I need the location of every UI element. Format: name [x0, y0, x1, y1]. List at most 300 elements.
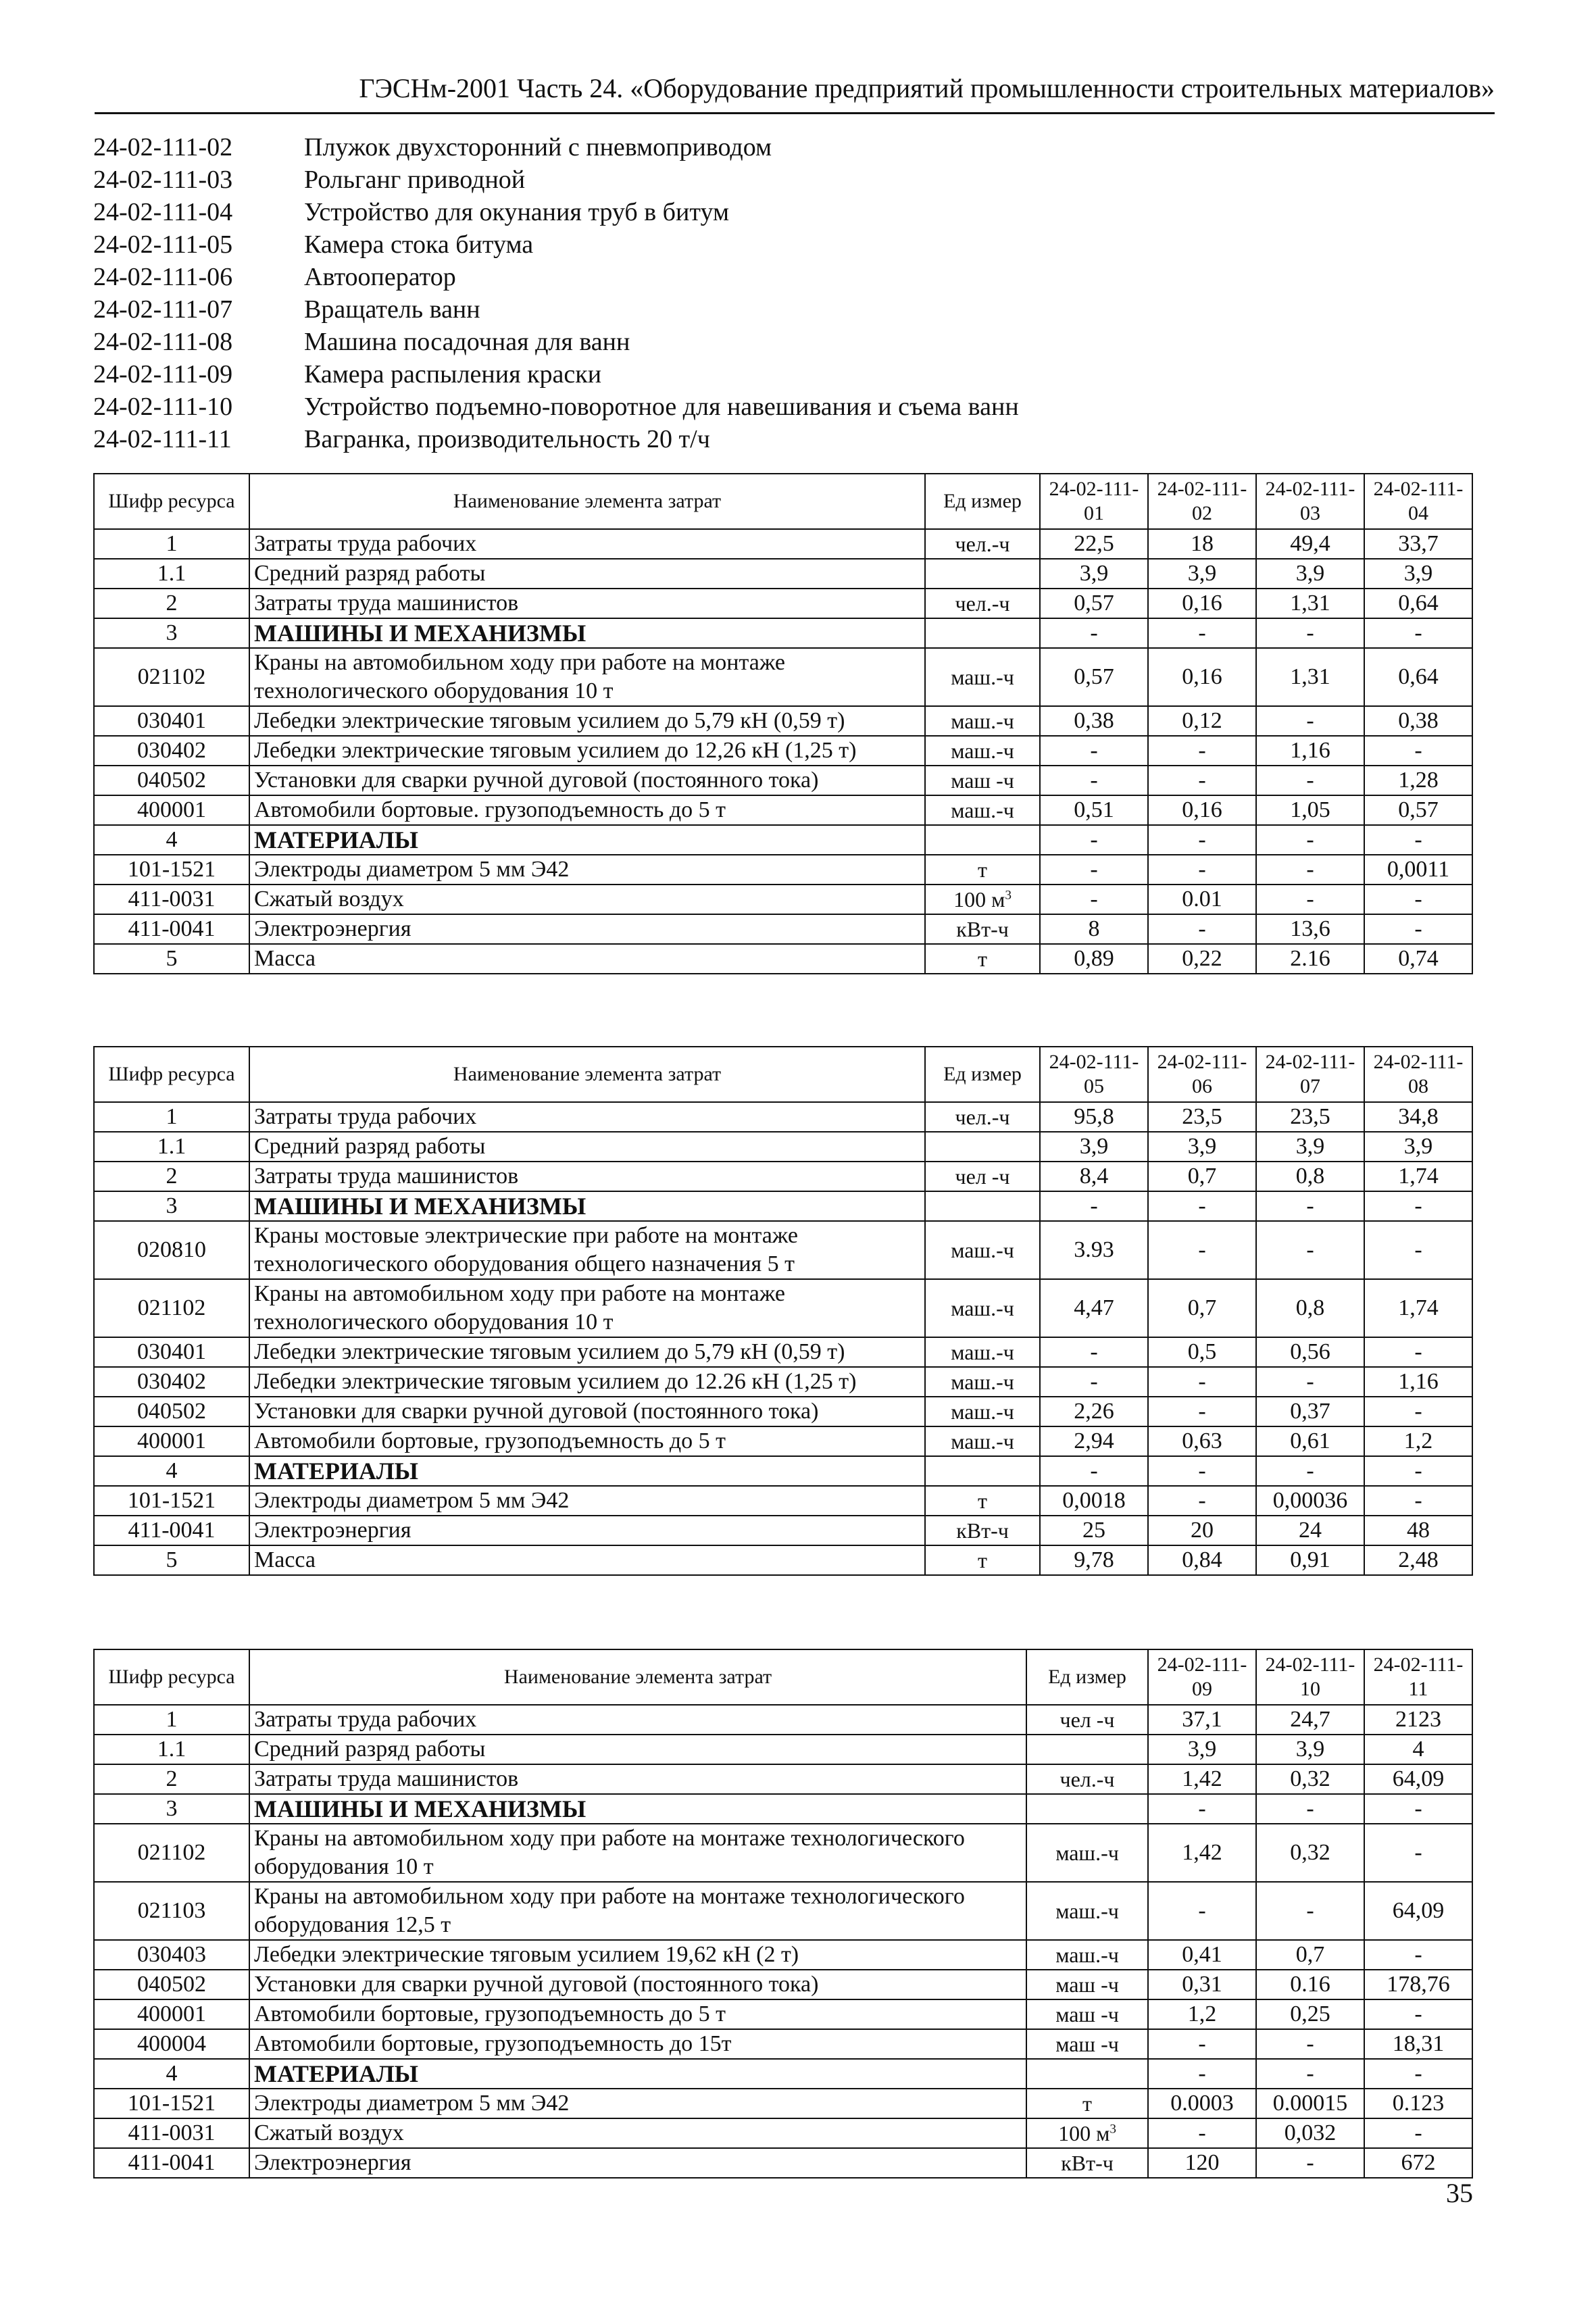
resource-unit	[925, 648, 1040, 706]
resource-unit	[925, 1102, 1040, 1132]
header-unit: Ед измер	[1026, 1649, 1148, 1705]
work-item-code: 24-02-111-09	[93, 360, 233, 389]
resource-value: 0,25	[1256, 1999, 1364, 2029]
unit-text: 100 м	[1058, 2121, 1110, 2145]
resource-value: 1,74	[1364, 1279, 1472, 1337]
resource-unit	[925, 1486, 1040, 1516]
work-item	[93, 261, 1019, 293]
resource-value: 3,9	[1364, 559, 1472, 589]
resource-value: 3,9	[1148, 559, 1256, 589]
unit-text: маш -ч	[1055, 1972, 1119, 1997]
resource-code: 030402	[94, 736, 249, 766]
resource-value: 0,16	[1148, 648, 1256, 706]
resource-value: -	[1364, 1221, 1472, 1279]
resource-value: -	[1040, 1367, 1148, 1397]
resource-value: 23,5	[1256, 1102, 1364, 1132]
resource-value: 1,2	[1148, 1999, 1256, 2029]
table-header-row	[94, 474, 1472, 529]
resource-value: -	[1148, 1486, 1256, 1516]
resource-unit	[1026, 1764, 1148, 1794]
resource-code: 5	[94, 944, 249, 974]
header-column-code: 24-02-111-06	[1148, 1047, 1256, 1102]
resource-value: -	[1256, 1882, 1364, 1940]
resource-value: 0,89	[1040, 944, 1148, 974]
table-row	[94, 1764, 1472, 1794]
unit-text: маш.-ч	[1055, 1841, 1119, 1865]
header-column-code: 24-02-111-09	[1148, 1649, 1256, 1705]
resource-value: 3,9	[1256, 1735, 1364, 1764]
resource-value: -	[1148, 1221, 1256, 1279]
work-items-list	[93, 131, 1019, 455]
resource-code: 040502	[94, 1397, 249, 1426]
resource-value: -	[1040, 618, 1148, 648]
resource-code: 411-0041	[94, 1516, 249, 1545]
resource-value: 0,32	[1256, 1824, 1364, 1882]
table-row	[94, 1735, 1472, 1764]
resource-value: 3,9	[1148, 1132, 1256, 1162]
resource-value: 0,57	[1364, 795, 1472, 825]
table-row	[94, 1456, 1472, 1486]
table-row	[94, 736, 1472, 766]
resource-value: -	[1364, 825, 1472, 855]
resource-value: 3,9	[1148, 1735, 1256, 1764]
resource-value: 0.01	[1148, 885, 1256, 914]
resource-value: -	[1040, 1456, 1148, 1486]
resource-table-1	[93, 473, 1473, 974]
resource-value: 0.0003	[1148, 2089, 1256, 2118]
resource-unit	[1026, 2089, 1148, 2118]
table-row	[94, 2029, 1472, 2059]
resource-value: 64,09	[1364, 1764, 1472, 1794]
header-code: Шифр ресурса	[94, 1649, 249, 1705]
resource-unit	[925, 795, 1040, 825]
work-item-code: 24-02-111-04	[93, 198, 233, 226]
table-row	[94, 1162, 1472, 1191]
resource-value: 64,09	[1364, 1882, 1472, 1940]
resource-value: 18	[1148, 529, 1256, 559]
work-item-code: 24-02-111-05	[93, 230, 233, 259]
resource-name: Краны на автомобильном ходу при работе на монтаже технологического оборудования 10 т	[249, 1279, 925, 1337]
work-item-name: Машина посадочная для ванн	[304, 328, 630, 356]
resource-unit	[925, 944, 1040, 974]
resource-name: Сжатый воздух	[249, 2118, 1026, 2148]
resource-value: 4	[1364, 1735, 1472, 1764]
work-item-code: 24-02-111-11	[93, 425, 232, 453]
resource-value: 0,74	[1364, 944, 1472, 974]
resource-name: Лебедки электрические тяговым усилием 19,62 кН (2 т)	[249, 1940, 1026, 1970]
header-name: Наименование элемента затрат	[249, 1047, 925, 1102]
resource-unit	[1026, 1970, 1148, 1999]
resource-code: 3	[94, 1794, 249, 1824]
resource-value: 0,16	[1148, 795, 1256, 825]
unit-text: чел.-ч	[955, 591, 1010, 616]
resource-name: МАТЕРИАЛЫ	[249, 1456, 925, 1486]
resource-unit	[925, 855, 1040, 885]
resource-code: 020810	[94, 1221, 249, 1279]
resource-value: -	[1256, 1367, 1364, 1397]
resource-value: -	[1040, 885, 1148, 914]
table-row	[94, 1426, 1472, 1456]
resource-name: Краны на автомобильном ходу при работе на монтаже технологического оборудования 12,5 т	[249, 1882, 1026, 1940]
resource-value: -	[1364, 2059, 1472, 2089]
table-row	[94, 795, 1472, 825]
resource-value: 49,4	[1256, 529, 1364, 559]
table-row	[94, 618, 1472, 648]
resource-code: 040502	[94, 1970, 249, 1999]
resource-name: МАШИНЫ И МЕХАНИЗМЫ	[249, 618, 925, 648]
resource-value: -	[1040, 1337, 1148, 1367]
header-name: Наименование элемента затрат	[249, 1649, 1026, 1705]
resource-value: 0,22	[1148, 944, 1256, 974]
unit-text: т	[978, 947, 987, 971]
unit-text: маш.-ч	[951, 665, 1014, 689]
resource-value: 1,31	[1256, 648, 1364, 706]
table-row	[94, 1970, 1472, 1999]
work-item-name: Рольганг приводной	[304, 166, 526, 194]
unit-text: чел.-ч	[1059, 1767, 1115, 1791]
resource-unit	[1026, 2148, 1148, 2178]
resource-value: 2.16	[1256, 944, 1364, 974]
resource-code: 1	[94, 529, 249, 559]
header-code: Шифр ресурса	[94, 474, 249, 529]
resource-value: -	[1256, 1221, 1364, 1279]
resource-value: 0.00015	[1256, 2089, 1364, 2118]
unit-text: чел.-ч	[955, 532, 1010, 556]
unit-text: маш -ч	[1055, 2002, 1119, 2026]
resource-unit	[925, 529, 1040, 559]
resource-name: Затраты труда рабочих	[249, 1705, 1026, 1735]
resource-value: -	[1256, 618, 1364, 648]
work-item	[93, 423, 1019, 455]
resource-name: Средний разряд работы	[249, 559, 925, 589]
header-column-code: 24-02-111-04	[1364, 474, 1472, 529]
resource-value: -	[1040, 855, 1148, 885]
resource-table-3	[93, 1649, 1473, 2179]
resource-unit	[925, 1367, 1040, 1397]
resource-value: 0,57	[1040, 648, 1148, 706]
resource-value: 3,9	[1364, 1132, 1472, 1162]
resource-unit	[1026, 1794, 1148, 1824]
resource-value: 48	[1364, 1516, 1472, 1545]
resource-value: 1,74	[1364, 1162, 1472, 1191]
resource-name: Электроэнергия	[249, 2148, 1026, 2178]
work-item	[93, 131, 1019, 164]
resource-name: Сжатый воздух	[249, 885, 925, 914]
resource-value: 3,9	[1040, 1132, 1148, 1162]
resource-unit	[1026, 2059, 1148, 2089]
resource-name: Лебедки электрические тяговым усилием до 5,79 кН (0,59 т)	[249, 1337, 925, 1367]
resource-code: 021102	[94, 1824, 249, 1882]
resource-code: 3	[94, 1191, 249, 1221]
resource-value: 22,5	[1040, 529, 1148, 559]
resource-value: 0,032	[1256, 2118, 1364, 2148]
resource-value: -	[1148, 1456, 1256, 1486]
resource-code: 101-1521	[94, 855, 249, 885]
resource-name: Затраты труда рабочих	[249, 1102, 925, 1132]
resource-code: 411-0031	[94, 885, 249, 914]
resource-value: 0,91	[1256, 1545, 1364, 1575]
work-item-name: Автооператор	[304, 263, 456, 291]
resource-value: 1,16	[1256, 736, 1364, 766]
resource-value: -	[1364, 1337, 1472, 1367]
resource-unit	[925, 1456, 1040, 1486]
resource-value: -	[1364, 1940, 1472, 1970]
unit-text: чел -ч	[955, 1164, 1010, 1189]
table-row	[94, 855, 1472, 885]
resource-value: -	[1364, 885, 1472, 914]
resource-value: -	[1256, 855, 1364, 885]
resource-value: 0.123	[1364, 2089, 1472, 2118]
resource-code: 2	[94, 589, 249, 618]
resource-value: 3,9	[1256, 1132, 1364, 1162]
table-row	[94, 944, 1472, 974]
unit-text: кВт-ч	[956, 917, 1009, 941]
table-row	[94, 2089, 1472, 2118]
resource-unit	[1026, 1824, 1148, 1882]
resource-value: -	[1040, 1191, 1148, 1221]
resource-value: -	[1256, 1794, 1364, 1824]
resource-code: 3	[94, 618, 249, 648]
resource-name: Автомобили бортовые, грузоподъемность до 5 т	[249, 1999, 1026, 2029]
header-column-code: 24-02-111-02	[1148, 474, 1256, 529]
work-item-name: Камера распыления краски	[304, 360, 602, 389]
resource-value: 34,8	[1364, 1102, 1472, 1132]
work-item	[93, 228, 1019, 261]
resource-name: Масса	[249, 1545, 925, 1575]
header-column-code: 24-02-111-07	[1256, 1047, 1364, 1102]
unit-text: маш.-ч	[951, 798, 1014, 822]
resource-value: -	[1148, 1882, 1256, 1940]
resource-unit	[925, 1279, 1040, 1337]
table-row	[94, 914, 1472, 944]
resource-value: 20	[1148, 1516, 1256, 1545]
page-header	[95, 65, 1495, 114]
resource-value: 0,7	[1256, 1940, 1364, 1970]
table-row	[94, 885, 1472, 914]
resource-value: 18,31	[1364, 2029, 1472, 2059]
resource-code: 021102	[94, 1279, 249, 1337]
resource-value: 23,5	[1148, 1102, 1256, 1132]
table-row	[94, 1705, 1472, 1735]
resource-value: 9,78	[1040, 1545, 1148, 1575]
resource-name: МАШИНЫ И МЕХАНИЗМЫ	[249, 1794, 1026, 1824]
unit-superscript: 3	[1109, 2122, 1116, 2137]
resource-value: 120	[1148, 2148, 1256, 2178]
resource-value: -	[1148, 1191, 1256, 1221]
unit-text: маш.-ч	[951, 709, 1014, 733]
resource-value: 2,26	[1040, 1397, 1148, 1426]
table-row	[94, 1940, 1472, 1970]
resource-value: 25	[1040, 1516, 1148, 1545]
resource-value: -	[1148, 825, 1256, 855]
resource-value: 1,28	[1364, 766, 1472, 795]
resource-value: 4,47	[1040, 1279, 1148, 1337]
resource-name: МАШИНЫ И МЕХАНИЗМЫ	[249, 1191, 925, 1221]
resource-name: Лебедки электрические тяговым усилием до 12,26 кН (1,25 т)	[249, 736, 925, 766]
resource-value: 3,9	[1256, 559, 1364, 589]
resource-code: 411-0041	[94, 914, 249, 944]
resource-unit	[925, 1191, 1040, 1221]
resource-name: МАТЕРИАЛЫ	[249, 825, 925, 855]
header-code: Шифр ресурса	[94, 1047, 249, 1102]
resource-unit	[925, 736, 1040, 766]
resource-code: 400001	[94, 1999, 249, 2029]
resource-name: Автомобили бортовые. грузоподъемность до 5 т	[249, 795, 925, 825]
resource-value: 0,41	[1148, 1940, 1256, 1970]
resource-value: 33,7	[1364, 529, 1472, 559]
resource-name: Установки для сварки ручной дуговой (постоянного тока)	[249, 766, 925, 795]
table-row	[94, 1486, 1472, 1516]
work-item	[93, 391, 1019, 423]
resource-value: 178,76	[1364, 1970, 1472, 1999]
page-number: 35	[1446, 2178, 1473, 2208]
resource-unit	[1026, 1940, 1148, 1970]
resource-value: -	[1364, 1456, 1472, 1486]
table-row	[94, 766, 1472, 795]
resource-value: -	[1040, 736, 1148, 766]
table-row	[94, 1279, 1472, 1337]
resource-name: Масса	[249, 944, 925, 974]
unit-text: чел -ч	[1059, 1708, 1115, 1732]
resource-value: 2,94	[1040, 1426, 1148, 1456]
resource-name: Установки для сварки ручной дуговой (постоянного тока)	[249, 1970, 1026, 1999]
resource-name: Затраты труда машинистов	[249, 1162, 925, 1191]
table-row	[94, 1882, 1472, 1940]
resource-value: -	[1256, 2029, 1364, 2059]
resource-value: 1,42	[1148, 1824, 1256, 1882]
unit-text: маш.-ч	[951, 1296, 1014, 1320]
resource-name: Краны на автомобильном ходу при работе на монтаже технологического оборудования 10 т	[249, 1824, 1026, 1882]
resource-code: 030401	[94, 706, 249, 736]
resource-unit	[925, 1545, 1040, 1575]
resource-name: Затраты труда машинистов	[249, 589, 925, 618]
unit-text: маш.-ч	[951, 1340, 1014, 1364]
resource-value: 37,1	[1148, 1705, 1256, 1735]
resource-code: 4	[94, 1456, 249, 1486]
resource-value: 0,57	[1040, 589, 1148, 618]
resource-value: -	[1256, 1456, 1364, 1486]
resource-unit	[1026, 1999, 1148, 2029]
unit-text: 100 м	[953, 887, 1005, 912]
work-item-code: 24-02-111-03	[93, 166, 233, 194]
unit-text: т	[978, 1548, 987, 1572]
resource-code: 040502	[94, 766, 249, 795]
resource-value: -	[1148, 618, 1256, 648]
work-item-code: 24-02-111-02	[93, 133, 233, 161]
resource-value: -	[1256, 825, 1364, 855]
resource-unit	[925, 885, 1040, 914]
resource-value: 24	[1256, 1516, 1364, 1545]
resource-value: 1,42	[1148, 1764, 1256, 1794]
header-column-code: 24-02-111-03	[1256, 474, 1364, 529]
resource-value: -	[1040, 766, 1148, 795]
resource-code: 1.1	[94, 559, 249, 589]
resource-value: -	[1148, 855, 1256, 885]
resource-value: -	[1040, 825, 1148, 855]
resource-value: 0,00036	[1256, 1486, 1364, 1516]
resource-code: 400001	[94, 795, 249, 825]
resource-value: -	[1148, 766, 1256, 795]
unit-superscript: 3	[1005, 888, 1012, 903]
resource-value: 0,37	[1256, 1397, 1364, 1426]
resource-name: Электроэнергия	[249, 914, 925, 944]
resource-name: Затраты труда рабочих	[249, 529, 925, 559]
resource-value: 0,64	[1364, 648, 1472, 706]
work-item-code: 24-02-111-10	[93, 393, 233, 421]
table-row	[94, 1367, 1472, 1397]
resource-value: 3.93	[1040, 1221, 1148, 1279]
table-row	[94, 2118, 1472, 2148]
table-row	[94, 1221, 1472, 1279]
header-column-code: 24-02-111-10	[1256, 1649, 1364, 1705]
resource-unit	[925, 1132, 1040, 1162]
table-row	[94, 825, 1472, 855]
resource-unit	[925, 1426, 1040, 1456]
work-item	[93, 358, 1019, 391]
work-item	[93, 164, 1019, 196]
resource-value: 0,7	[1148, 1162, 1256, 1191]
header-column-code: 24-02-111-01	[1040, 474, 1148, 529]
resource-value: -	[1148, 2118, 1256, 2148]
resource-unit	[1026, 1735, 1148, 1764]
resource-unit	[925, 1516, 1040, 1545]
unit-text: чел.-ч	[955, 1105, 1010, 1129]
resource-code: 1.1	[94, 1132, 249, 1162]
header-column-code: 24-02-111-11	[1364, 1649, 1472, 1705]
table-row	[94, 1397, 1472, 1426]
resource-value: -	[1148, 1794, 1256, 1824]
resource-code: 101-1521	[94, 1486, 249, 1516]
table-row	[94, 706, 1472, 736]
unit-text: маш -ч	[951, 768, 1014, 793]
unit-text: маш.-ч	[951, 1399, 1014, 1424]
table-row	[94, 1999, 1472, 2029]
resource-value: -	[1364, 2118, 1472, 2148]
resource-value: 0,56	[1256, 1337, 1364, 1367]
resource-value: 0,31	[1148, 1970, 1256, 1999]
resource-value: 3,9	[1040, 559, 1148, 589]
work-item	[93, 293, 1019, 326]
resource-code: 4	[94, 825, 249, 855]
work-item-code: 24-02-111-07	[93, 295, 233, 324]
work-item	[93, 196, 1019, 228]
resource-value: 0,38	[1040, 706, 1148, 736]
resource-unit	[925, 559, 1040, 589]
unit-text: кВт-ч	[956, 1518, 1009, 1543]
resource-code: 411-0041	[94, 2148, 249, 2178]
unit-text: т	[978, 1489, 987, 1513]
resource-code: 1	[94, 1705, 249, 1735]
resource-name: Электроды диаметром 5 мм Э42	[249, 1486, 925, 1516]
table-header-row	[94, 1649, 1472, 1705]
resource-code: 030401	[94, 1337, 249, 1367]
resource-value: 8	[1040, 914, 1148, 944]
unit-text: маш.-ч	[1055, 1899, 1119, 1923]
unit-text: кВт-ч	[1061, 2151, 1114, 2175]
resource-code: 1.1	[94, 1735, 249, 1764]
resource-name: Затраты труда машинистов	[249, 1764, 1026, 1794]
work-item-name: Вращатель ванн	[304, 295, 480, 324]
work-item-name: Устройство для окунания труб в битум	[304, 198, 729, 226]
resource-code: 030402	[94, 1367, 249, 1397]
resource-value: -	[1148, 736, 1256, 766]
unit-text: маш -ч	[1055, 2032, 1119, 2056]
resource-value: -	[1256, 2148, 1364, 2178]
resource-value: 0,38	[1364, 706, 1472, 736]
resource-code: 021102	[94, 648, 249, 706]
resource-value: -	[1256, 1191, 1364, 1221]
resource-unit	[925, 1221, 1040, 1279]
